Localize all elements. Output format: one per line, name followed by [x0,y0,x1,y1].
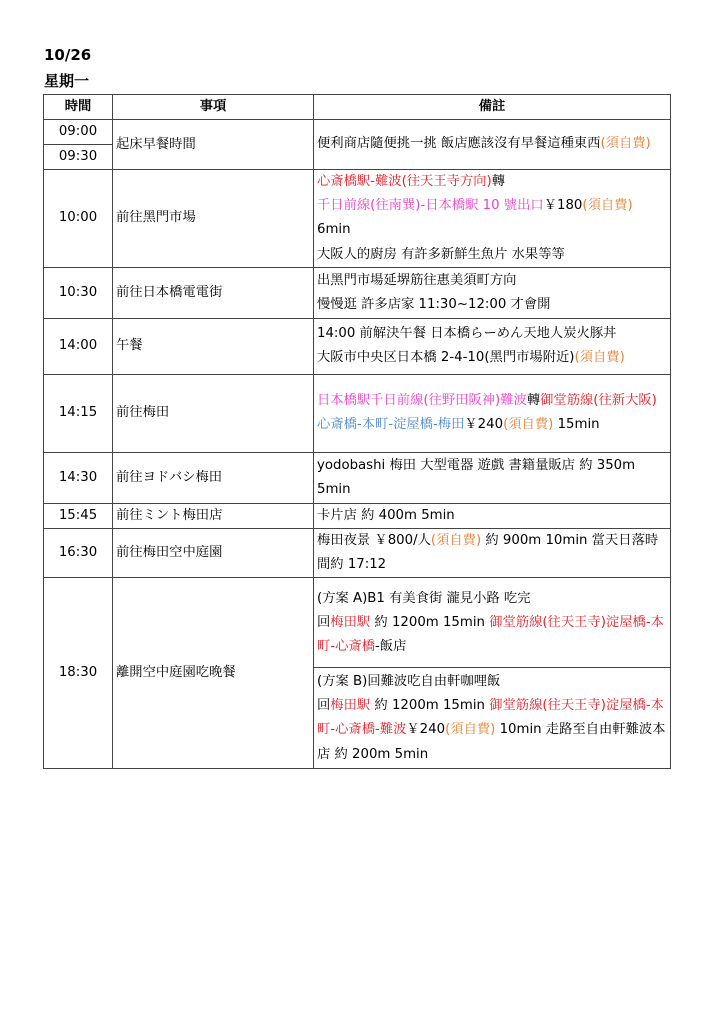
note-segment: ￥240 [406,722,446,738]
table-row [44,120,671,145]
note-segment: 出黑門市場延堺筋往惠美須町方向 [317,272,517,288]
time-cell: 10:00 [44,170,113,268]
time-cell: 14:15 [44,374,113,452]
note-segment: 轉 [526,393,541,409]
table-row [44,374,671,452]
item-cell: 前往日本橋電電街 [113,267,314,318]
note-line [317,132,667,156]
table-row [44,318,671,374]
note-line [317,587,667,611]
note-segment: (須自費) [445,722,496,738]
note-cell [314,452,671,503]
note-segment: 大阪市中央区日本橋 2-4-10(黑門市場附近) [317,350,575,366]
note-line [317,529,667,577]
note-segment: 梅田夜景 ￥800/人 [317,533,431,549]
header-note: 備註 [314,95,671,120]
note-segment: 心斎橋駅-難波(往天王寺方向) [317,174,492,189]
note-segment: 回 [317,614,331,630]
note-segment: 10min 走路至自由軒難波本店 約 200m 5min [317,722,666,762]
item-cell: 前往ミント梅田店 [113,503,314,528]
note-segment: (須自費) [600,136,651,152]
date-heading: 10/26 [44,46,92,64]
note-cell [314,503,671,528]
time-cell: 15:45 [44,503,113,528]
note-cell [314,170,671,268]
note-segment: 約 1200m 15min [370,614,490,630]
note-line [317,413,667,437]
item-cell: 前往ヨドバシ梅田 [113,452,314,503]
note-segment: ￥240 [464,417,504,433]
time-cell: 09:30 [44,145,113,170]
note-segment: ￥180 [543,198,583,214]
note-line [317,454,667,502]
time-cell: 10:30 [44,267,113,318]
note-segment: 約 900m 10min 當天日落時間約 17:12 [317,533,659,573]
weekday-heading: 星期一 [44,72,90,90]
table-header-row [44,95,671,120]
note-segment: (方案 A)B1 有美食街 瀧見小路 吃完 [317,590,531,606]
table-row [44,503,671,528]
note-segment: 轉 [491,174,506,189]
header-item: 事項 [113,95,314,120]
time-cell: 16:30 [44,529,113,578]
note-segment: 卡片店 約 400m 5min [317,507,455,523]
note-cell [314,374,671,452]
note-segment: 心斎橋-本町-淀屋橋-梅田 [317,417,465,433]
note-line [317,346,667,370]
note-cell [314,318,671,374]
note-cell [314,267,671,318]
note-line [317,504,667,528]
note-segment: (須自費) [582,198,633,214]
item-cell: 起床早餐時間 [113,120,314,170]
note-line [317,389,667,413]
note-segment: 回 [317,698,331,714]
table-row [44,578,671,668]
note-segment: 千日前線(往南巽)-日本橋駅 10 號出口 [317,198,544,214]
item-cell: 午餐 [113,318,314,374]
time-cell: 09:00 [44,120,113,145]
note-line [317,194,667,242]
note-segment: 15min [553,417,600,433]
note-segment: 御堂筋線(往天王寺)淀屋橋-本町-心斎橋 [317,614,664,655]
note-segment: 梅田駅 [330,698,371,714]
note-line [317,694,667,767]
note-segment: (方案 B)回難波吃自由軒咖哩飯 [317,674,501,690]
note-segment: 約 1200m 15min [370,698,490,714]
note-line [317,170,667,194]
note-line [317,322,667,346]
table-row [44,452,671,503]
note-segment: (須自費) [503,417,554,433]
note-line [317,611,667,659]
table-row [44,529,671,578]
table-row [44,170,671,268]
note-cell [314,668,671,769]
table-row [44,267,671,318]
schedule-body [44,120,671,769]
note-segment: 便利商店隨便挑一挑 飯店應該沒有早餐這種東西 [317,136,601,152]
item-cell: 前往梅田空中庭園 [113,529,314,578]
schedule-table [43,94,671,769]
note-segment: 慢慢逛 許多店家 11:30~12:00 才會開 [317,296,551,312]
note-line [317,243,667,267]
note-segment: -飯店 [375,639,407,655]
note-segment: (須自費) [574,350,625,366]
note-line [317,670,667,694]
note-segment: (須自費) [430,533,482,549]
time-cell: 18:30 [44,578,113,769]
note-cell [314,578,671,668]
note-segment: 御堂筋線(往天王寺)淀屋橋-本町-心斎橋-難波 [317,698,664,738]
item-cell: 離開空中庭園吃晚餐 [113,578,314,769]
note-line [317,293,667,317]
note-segment: 梅田駅 [330,614,371,630]
note-segment: 14:00 前解決午餐 日本橋らーめん天地人炭火豚丼 [317,326,617,342]
time-cell: 14:00 [44,318,113,374]
time-cell: 14:30 [44,452,113,503]
item-cell: 前往黑門市場 [113,170,314,268]
header-time: 時間 [44,95,113,120]
note-segment: yodobashi 梅田 大型電器 遊戲 書籍量販店 約 350m 5min [317,457,636,497]
note-cell [314,529,671,578]
item-cell: 前往梅田 [113,374,314,452]
note-line [317,269,667,293]
note-segment: 日本橋駅千日前線(往野田阪神)難波 [317,393,527,409]
note-segment: 御堂筋線(往新大阪) [540,393,657,409]
note-segment: 大阪人的廚房 有許多新鮮生魚片 水果等等 [317,246,565,262]
note-cell [314,120,671,170]
note-segment: 6min [317,222,351,238]
